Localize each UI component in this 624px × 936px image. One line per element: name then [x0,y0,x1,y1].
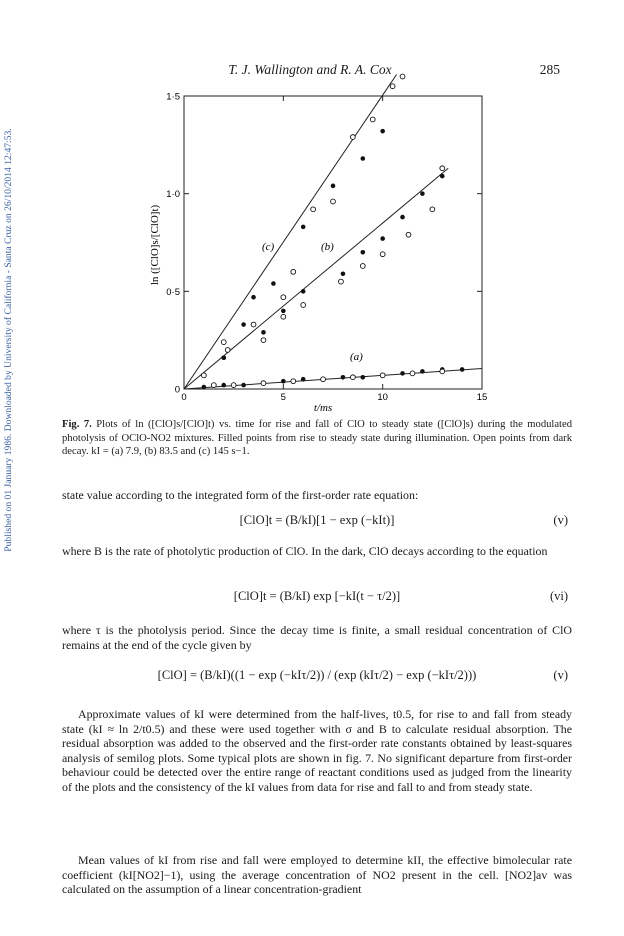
equation-v-residual [62,661,572,691]
series-label-a: (a) [350,351,363,363]
open-point-b [225,348,230,353]
caption-text: Plots of ln ([ClO]s/[ClO]t) vs. time for rise and fall of ClO to steady state ([ClO]s) during the modulated photolysis of OClO-NO2 mixtures. Filled points from rise to steady state during illumination. Open points from dark decay. kI = (a) 7.9, (b) 83.5 and (c) 145 s−1. [62,419,572,457]
filled-point-a [341,375,346,380]
equation-vi [62,582,572,612]
open-point-b [380,252,385,257]
paragraph-5: Mean values of kI from rise and fall were employed to determine kII, the effective bimolecular rate coefficient (kI[NO2]−1), using the average concentration of NO2 present in the cell. [NO2]av was calculated on the assumption of a linear concentration-gradient [62,853,572,897]
equation-v [62,506,572,536]
equation-v-text: [ClO]t = (B/kI)[1 − exp (−kIt)] [239,513,395,527]
paragraph-3: where τ is the photolysis period. Since the decay time is finite, a small residual concentration of ClO remains at the end of the cycle given by [62,623,572,652]
filled-point-a [221,383,226,388]
fit-line-a [184,368,482,389]
filled-point-a [361,375,366,380]
open-point-b [301,303,306,308]
x-tick-label: 15 [476,392,488,403]
filled-point-c [241,322,246,327]
filled-point-c [361,156,366,161]
open-point-c [281,295,286,300]
open-point-a [291,379,296,384]
filled-point-b [420,191,425,196]
open-point-b [261,338,266,343]
x-tick-label: 10 [377,392,388,403]
open-point-a [350,375,355,380]
equation-vi-number: (vi) [549,589,568,603]
open-point-a [321,377,326,382]
filled-point-a [400,371,405,376]
y-tick-label: 1·5 [166,91,180,103]
open-point-b [430,207,435,212]
fit-lines [184,75,482,389]
filled-point-a [460,367,465,372]
open-point-c [291,269,296,274]
filled-point-b [440,174,445,179]
open-point-a [261,381,266,386]
filled-point-b [400,215,405,220]
figure-7-chart [0,0,624,416]
equation-vi-text: [ClO]t = (B/kI) exp [−kI(t − τ/2)] [233,589,401,603]
open-point-a [380,373,385,378]
open-point-a [410,371,415,376]
open-point-c [331,199,336,204]
open-point-b [281,314,286,319]
page-number: 285 [539,62,560,77]
caption-label: Fig. 7. [62,419,92,430]
filled-point-c [271,281,276,286]
filled-point-b [301,289,306,294]
open-point-c [370,117,375,122]
open-point-a [231,383,236,388]
open-point-c [311,207,316,212]
filled-point-c [301,225,306,230]
filled-point-b [261,330,266,335]
filled-point-a [202,385,207,390]
series-label-c: (c) [262,241,275,253]
x-axis-label: t/ms [313,402,333,414]
open-point-b [406,232,411,237]
filled-point-c [331,184,336,189]
open-point-b [339,279,344,284]
equation-v-number: (v) [553,513,568,527]
open-point-c [350,135,355,140]
x-tick-label: 0 [181,392,187,403]
filled-point-b [361,250,366,255]
paragraph-1: state value according to the integrated form of the first-order rate equation: [62,488,419,502]
open-point-c [390,84,395,89]
open-point-c [221,340,226,345]
x-tick-label: 5 [280,392,286,403]
open-point-c [201,373,206,378]
filled-point-a [241,383,246,388]
y-tick-label: 0·5 [166,286,180,298]
y-axis-label: ln ([ClO]s/[ClO]t) [149,204,161,286]
equation-v-residual-number: (v) [553,668,568,682]
filled-point-c [251,295,256,300]
y-tick-label: 1·0 [166,189,180,201]
open-point-b [360,264,365,269]
fit-line-c [184,75,397,389]
paragraph-2: where B is the rate of photolytic production of ClO. In the dark, ClO decays according to the equation [62,544,548,558]
filled-point-b [341,271,346,276]
filled-point-a [281,379,286,384]
filled-point-b [380,236,385,241]
filled-point-c [380,129,385,134]
equation-v-residual-text: [ClO] = (B/kI)((1 − exp (−kIτ/2)) / (exp (kIτ/2) − exp (−kIτ/2))) [157,668,477,682]
download-notice-text: Published on 01 January 1986. Downloaded by University of California - Santa Cruz on 26/10/2014 12:47:53. [3,128,14,552]
series-label-b: (b) [321,241,334,253]
filled-point-a [420,369,425,374]
filled-point-a [301,377,306,382]
open-point-a [440,369,445,374]
filled-point-b [281,309,286,314]
paragraph-4: Approximate values of kI were determined from the half-lives, t0.5, for rise to and fall from steady state (kI ≈ ln 2/t0.5) and these were used together with σ and B to calculate residual absorption. The residual absorption was added to the observed and the first-order rate constants obtained by least-squares analysis of semilog plots. Some typical plots are shown in fig. 7. No significant departure from first-order behaviour could be detected over the entire range of reactant conditions used as judged from the linearity of the plots and the consistency of the kI values from data for rise and fall to and from steady state. [62,707,572,794]
open-point-c [251,322,256,327]
running-title: T. J. Wallington and R. A. Cox [228,62,392,77]
filled-point-c [221,355,226,360]
open-point-b [440,166,445,171]
open-point-a [211,383,216,388]
figure-caption [62,418,572,459]
open-point-c [400,74,405,79]
y-tick-label: 0 [174,384,180,396]
